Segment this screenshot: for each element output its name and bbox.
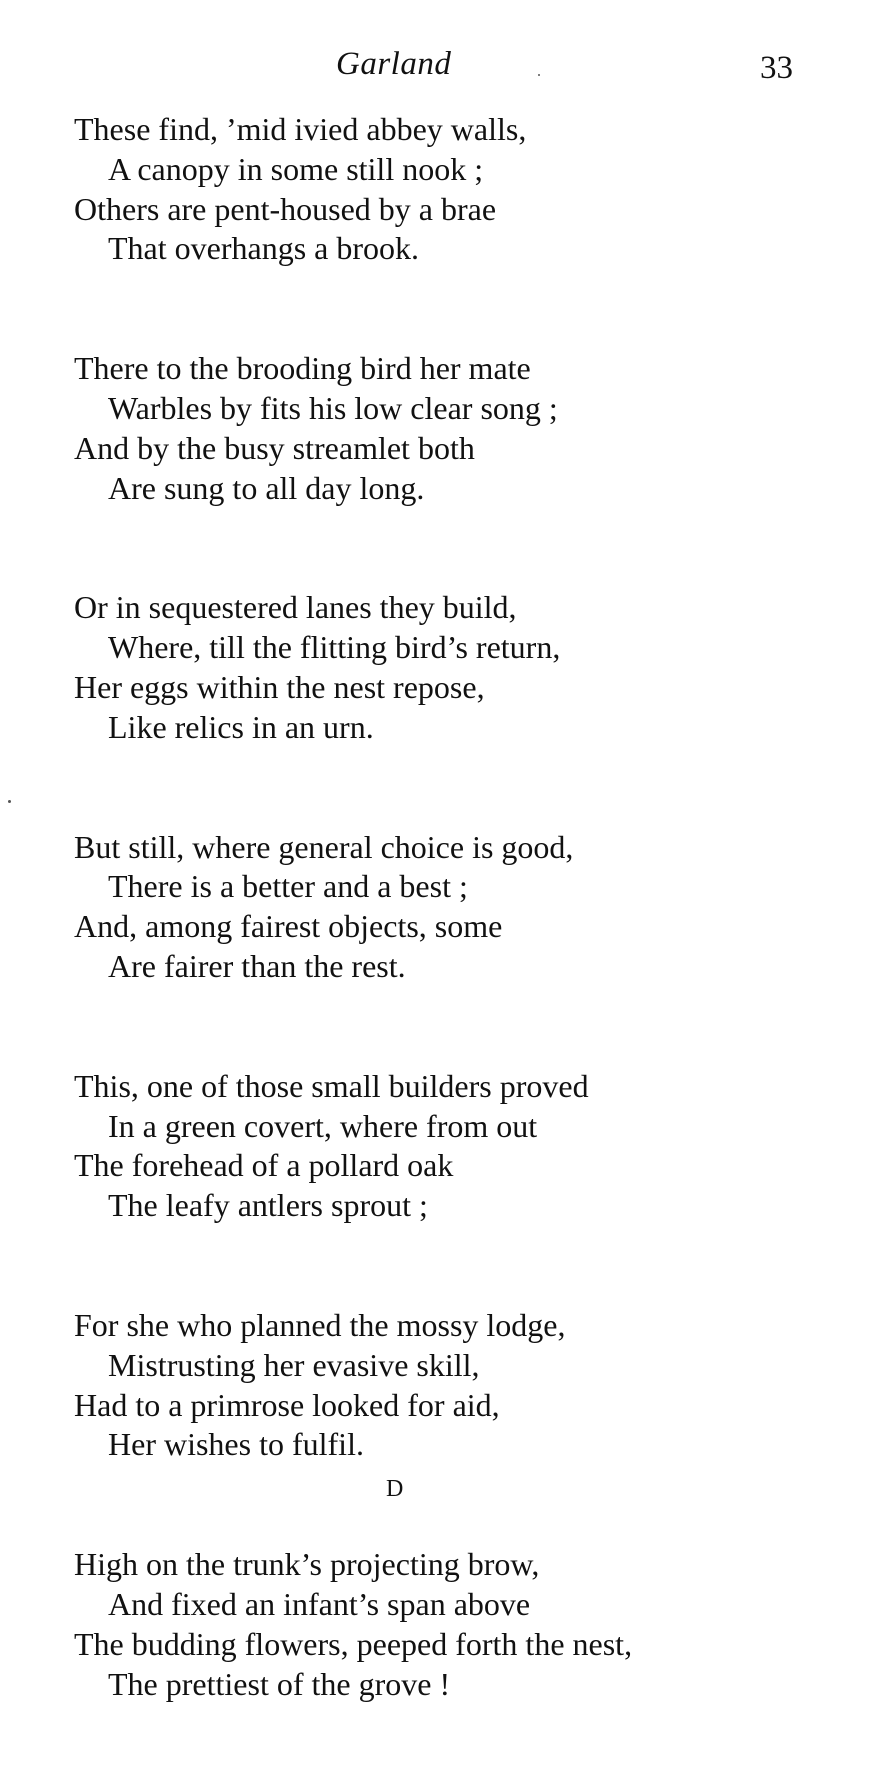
stanza — [74, 588, 834, 747]
poem-line: The leafy antlers sprout ; — [108, 1187, 428, 1224]
poem-line: Warbles by fits his low clear song ; — [108, 389, 558, 426]
poem-line: That overhangs a brook. — [108, 230, 420, 267]
stanza — [74, 828, 834, 987]
poem-line: Are sung to all day long. — [108, 469, 425, 506]
paper-speck — [538, 74, 540, 76]
poem-line: For she who planned the mossy lodge, — [74, 1306, 566, 1343]
poem-line: Her eggs within the nest repose, — [74, 668, 485, 705]
poem-line: Where, till the flitting bird’s return, — [108, 629, 561, 666]
poem-line: The prettiest of the grove ! — [108, 1665, 451, 1702]
running-head — [0, 40, 871, 90]
poem-line: And, among fairest objects, some — [74, 908, 503, 945]
page-number: 33 — [760, 50, 793, 86]
running-head-title: Garland — [336, 46, 452, 82]
poem-line: There to the brooding bird her mate — [74, 350, 531, 387]
paper-speck — [8, 800, 11, 803]
poem-line: This, one of those small builders proved — [74, 1067, 589, 1104]
poem-line: Mistrusting her evasive skill, — [108, 1346, 480, 1383]
poem-line: Her wishes to fulfil. — [108, 1426, 364, 1463]
poem-line: Like relics in an urn. — [108, 708, 374, 745]
poem-line: And by the busy streamlet both — [74, 429, 475, 466]
stanza — [74, 1306, 834, 1465]
stanza — [74, 349, 834, 508]
poem-line: In a green covert, where from out — [108, 1107, 538, 1144]
poem-line: The budding flowers, peeped forth the nest, — [74, 1625, 633, 1662]
poem-line: Others are pent-housed by a brae — [74, 190, 497, 227]
poem-line: Or in sequestered lanes they build, — [74, 589, 517, 626]
poem-line: A canopy in some still nook ; — [108, 150, 484, 187]
poem-body — [74, 110, 834, 1784]
poem-line: There is a better and a best ; — [108, 868, 468, 905]
poem-line: Had to a primrose looked for aid, — [74, 1386, 500, 1423]
signature-mark: D — [386, 1476, 405, 1502]
poem-line: Are fairer than the rest. — [108, 947, 406, 984]
stanza — [74, 110, 834, 269]
poem-line: And fixed an infant’s span above — [108, 1585, 531, 1622]
poem-line: These find, ’mid ivied abbey walls, — [74, 111, 527, 147]
poem-line: The forehead of a pollard oak — [74, 1147, 454, 1184]
poem-line: But still, where general choice is good, — [74, 828, 574, 865]
stanza — [74, 1545, 834, 1704]
stanza — [74, 1067, 834, 1226]
poem-line: High on the trunk’s projecting brow, — [74, 1546, 540, 1583]
